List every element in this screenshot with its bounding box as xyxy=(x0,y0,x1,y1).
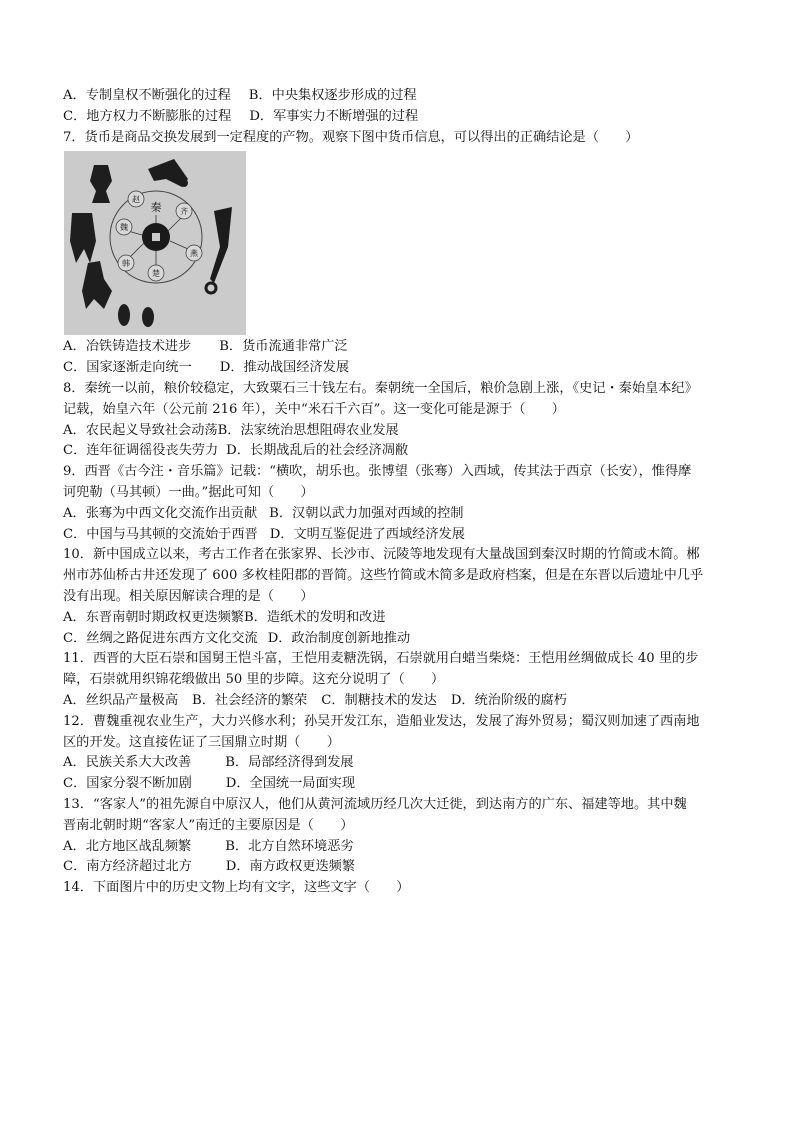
q7-option-a[interactable]: A．冶铁铸造技术进步 xyxy=(63,339,192,355)
q14-stem: 14．下面图片中的历史文物上均有文字，这些文字（ ） xyxy=(63,880,410,896)
state-label-zhao: 赵 xyxy=(132,195,140,205)
q8-option-a[interactable]: A．农民起义导致社会动荡 xyxy=(63,422,218,438)
q13-option-c[interactable]: C．南方经济超过北方 xyxy=(63,859,192,875)
q8-options-row2 xyxy=(63,441,743,462)
q6-option-d[interactable]: D．军事实力不断增强的过程 xyxy=(249,108,419,124)
q10-option-c[interactable]: C．丝绸之路促进东西方文化交流 xyxy=(63,630,258,646)
exam-page xyxy=(63,86,743,899)
q7-option-c[interactable]: C．国家逐渐走向统一 xyxy=(63,360,192,376)
q9-options-row2 xyxy=(63,525,743,546)
q7-option-d[interactable]: D．推动战国经济发展 xyxy=(219,360,350,376)
state-label-chu: 楚 xyxy=(152,269,160,279)
q10-option-a[interactable]: A．东晋南朝时期政权更迭频繁 xyxy=(63,609,244,625)
q11-stem-line2: 障，石崇就用织锦花缎做出 50 里的步障。这充分说明了（ ） xyxy=(63,672,445,688)
q7-stem: 7．货币是商品交换发展到一定程度的产物。观察下图中货币信息，可以得出的正确结论是（ ） xyxy=(63,129,639,145)
q13-option-a[interactable]: A．北方地区战乱频繁 xyxy=(63,838,192,854)
q8-option-b[interactable]: B．法家统治思想阻碍农业发展 xyxy=(217,422,399,438)
q13-stem-line2: 晋南北朝时期“客家人”南迁的主要原因是（ ） xyxy=(63,817,354,833)
state-label-han: 韩 xyxy=(122,259,130,269)
q10-option-d[interactable]: D．政治制度创新地推动 xyxy=(267,630,411,646)
q7-options-row1 xyxy=(63,337,743,358)
q13-stem-line1: 13．“客家人”的祖先源自中原汉人，他们从黄河流域历经几次大迁徙，到达南方的广东、福建等地。其中魏 xyxy=(63,796,687,812)
q13-option-b[interactable]: B．北方自然环境恶劣 xyxy=(225,838,354,854)
q7-options-row2 xyxy=(63,358,743,379)
q11-option-a[interactable]: A．丝织品产量极高 xyxy=(63,692,179,708)
q13-option-d[interactable]: D．南方政权更迭频繁 xyxy=(225,859,356,875)
q9-option-a[interactable]: A．张骞为中西文化交流作出贡献 xyxy=(63,505,258,521)
state-label-wei: 魏 xyxy=(120,223,128,233)
coin-diagram xyxy=(64,151,246,335)
q12-option-b[interactable]: B．局部经济得到发展 xyxy=(225,755,354,771)
q8-stem-line1: 8．秦统一以前，粮价较稳定，大致粟石三十钱左右。秦朝统一全国后，粮价急剧上涨，《史记・秦始皇本纪》 xyxy=(63,380,698,396)
q11-option-c[interactable]: C．制糖技术的发达 xyxy=(321,692,437,708)
q6-options-row1 xyxy=(63,86,743,107)
q9-option-d[interactable]: D．文明互鉴促进了西域经济发展 xyxy=(269,526,465,542)
q13-options-row2 xyxy=(63,857,743,878)
q8-stem-line2: 记载，始皇六年（公元前 216 年），关中“米石千六百”。这一变化可能是源于（ ） xyxy=(63,401,565,417)
knife-coin-ring xyxy=(180,179,188,187)
q12-option-a[interactable]: A．民族关系大大改善 xyxy=(63,755,192,771)
q9-option-c[interactable]: C．中国与马其顿的交流始于西晋 xyxy=(63,526,258,542)
q12-stem-line2: 区的开发。这直接佐证了三国鼎立时期（ ） xyxy=(63,734,340,750)
center-label: 秦 xyxy=(150,201,162,215)
q7-option-b[interactable]: B．货币流通非常广泛 xyxy=(219,339,348,355)
q6-option-a[interactable]: A．专制皇权不断强化的过程 xyxy=(63,88,231,103)
q6-option-c[interactable]: C．地方权力不断膨胀的过程 xyxy=(63,108,232,124)
q12-option-c[interactable]: C．国家分裂不断加剧 xyxy=(63,776,192,792)
q8-option-c[interactable]: C．连年征调徭役丧失劳力 xyxy=(63,443,219,459)
q11-option-b[interactable]: B．社会经济的繁荣 xyxy=(192,692,308,708)
q6-option-b[interactable]: B．中央集权逐步形成的过程 xyxy=(248,88,417,103)
q8-options-row1 xyxy=(63,421,743,442)
q11-option-d[interactable]: D．统治阶级的腐朽 xyxy=(450,692,567,708)
q10-stem-line2: 州市苏仙桥古井还发现了 600 多枚桂阳郡的晋简。这些竹简或木简多是政府档案，但是在东晋以后遗址中几乎 xyxy=(63,568,704,584)
q12-option-d[interactable]: D．全国统一局面实现 xyxy=(225,776,356,792)
q13-options-row1 xyxy=(63,837,743,858)
q12-options-row2 xyxy=(63,774,743,795)
coin-square-hole xyxy=(152,233,160,241)
q10-stem-line1: 10．新中国成立以来，考古工作者在张家界、长沙市、沅陵等地发现有大量战国到秦汉时期的竹简或木简。郴 xyxy=(63,547,700,563)
q9-options-row1 xyxy=(63,504,743,525)
q11-options-row xyxy=(63,691,743,712)
q9-option-b[interactable]: B．汉朝以武力加强对西域的控制 xyxy=(269,505,464,521)
q10-option-b[interactable]: B．造纸术的发明和改进 xyxy=(243,609,386,625)
state-label-yan: 燕 xyxy=(190,249,198,259)
q7-coin-figure xyxy=(64,151,246,335)
q11-stem-line1: 11．西晋的大臣石崇和国舅王恺斗富，王恺用麦糖洗锅，石崇就用白蜡当柴烧：王恺用丝绸做成长 40 里的步 xyxy=(63,651,699,667)
q8-option-d[interactable]: D．长期战乱后的社会经济凋敝 xyxy=(226,443,409,459)
state-label-qi: 齐 xyxy=(180,207,188,217)
q10-options-row1 xyxy=(63,608,743,629)
ant-nose-coin-2 xyxy=(142,307,154,327)
q10-stem-line3: 没有出现。相关原因解读合理的是（ ） xyxy=(63,588,314,604)
q6-options-row2 xyxy=(63,107,743,128)
q12-options-row1 xyxy=(63,753,743,774)
q9-stem-line2: 诃兜勒（马其顿）一曲。”据此可知（ ） xyxy=(63,484,314,500)
ant-nose-coin-1 xyxy=(118,304,130,326)
q10-options-row2 xyxy=(63,629,743,650)
q12-stem-line1: 12．曹魏重视农业生产，大力兴修水利；孙吴开发江东，造船业发达，发展了海外贸易；蜀汉则加速了西南地 xyxy=(63,713,700,729)
q9-stem-line1: 9．西晋《古今注・音乐篇》记载：“横吹，胡乐也。张博望（张骞）入西域，传其法于西京（长安），惟得摩 xyxy=(63,464,692,480)
